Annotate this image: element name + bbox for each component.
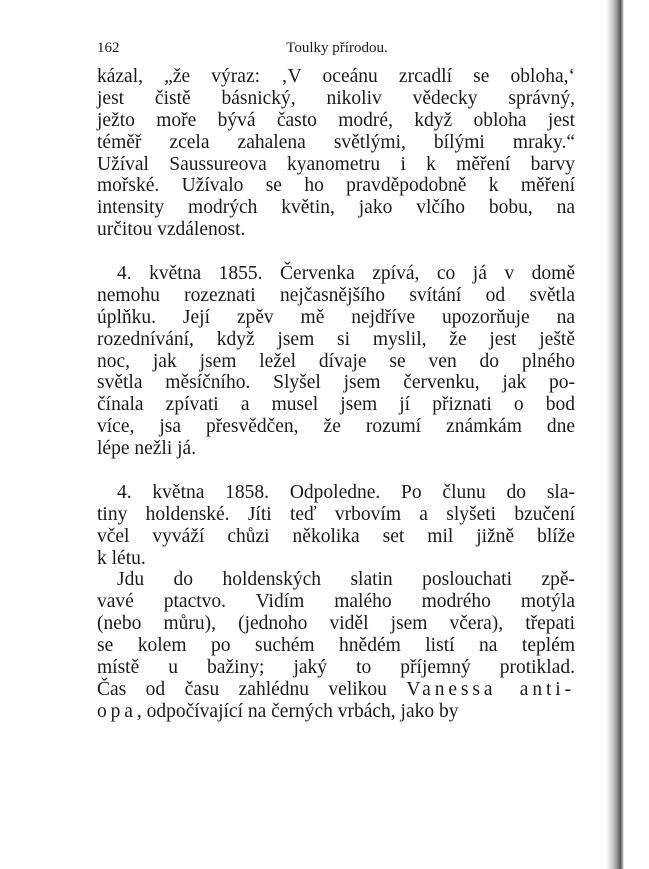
text-line: Jdu do holdenských slatin poslouchati zpě- [117, 569, 575, 591]
text-segment: Čas od času zahlédnu velikou [97, 678, 387, 700]
text-line: intensity modrých květin, jako vlčího bobu, na [97, 197, 575, 219]
text-line: vavé ptactvo. Vidím malého modrého motýla [97, 591, 575, 613]
text-line: 4. května 1855. Červenka zpívá, co já v domě [117, 263, 575, 285]
text-line: se kolem po suchém hnědém listí na teplém [97, 635, 575, 657]
text-line: včel vyváží chůzi několika set mil jižně blíže [97, 525, 575, 547]
text-line: nemohu rozeznati nejčasnějšího svítání od světla [97, 284, 575, 306]
species-name-cont: opa [97, 700, 137, 722]
text-line [97, 679, 575, 701]
text-line: noc, jak jsem ležel dívaje se ven do plného [97, 350, 575, 372]
text-line [97, 701, 575, 723]
paragraph-4 [97, 569, 575, 722]
text-line: kázal, „že výraz: ‚V oceánu zrcadlí se obloha,‘ [97, 66, 575, 87]
text-segment: , odpočívající na černých vrbách, jako by [136, 700, 459, 722]
text-line: místě u bažiny; jaký to příjemný protiklad. [97, 657, 575, 679]
text-line: určitou vzdálenost. [97, 219, 246, 241]
page-header [97, 40, 577, 60]
text-line: k létu. [97, 547, 146, 569]
paragraph-2 [97, 263, 575, 460]
page-edge-shadow [606, 0, 624, 869]
text-line: 4. května 1858. Odpoledne. Po člunu do sla- [117, 481, 575, 503]
text-line: ježto moře bývá často modré, když obloha jest [97, 109, 575, 131]
species-name: Vanessa anti- [406, 678, 576, 700]
paragraph-gap [97, 460, 575, 482]
text-line: (nebo můru), (jednoho viděl jsem včera), třepati [97, 613, 575, 635]
text-line: jest čistě básnický, nikoliv vědecky správný, [97, 87, 575, 109]
text-line: mořské. Užívalo se ho pravděpodobně k měření [97, 175, 575, 197]
text-line: Užíval Saussureova kyanometru i k měření barvy [97, 153, 575, 175]
text-line: rozednívání, když jsem si myslil, že jest ještě [97, 328, 575, 350]
body-text [97, 66, 575, 723]
running-title: Toulky přírodou. [286, 40, 388, 56]
text-line: úplňku. Její zpěv mě nejdříve upozorňuje na [97, 306, 575, 328]
text-line: tiny holdenské. Jíti teď vrbovím a slyšeti bzučení [97, 503, 575, 525]
text-line: světla měsíčního. Slyšel jsem červenku, jak po- [97, 372, 575, 394]
text-line: lépe nežli já. [97, 438, 197, 460]
paragraph-3 [97, 482, 575, 570]
text-line: více, jsa přesvědčen, že rozumí známkám dne [97, 416, 575, 438]
paragraph-gap [97, 241, 575, 263]
text-line: čínala zpívati a musel jsem jí přiznati o bod [97, 394, 575, 416]
paragraph-1 [97, 66, 575, 241]
text-line: téměř zcela zahalena světlými, bílými mraky.“ [97, 131, 575, 153]
page-number: 162 [97, 40, 120, 56]
